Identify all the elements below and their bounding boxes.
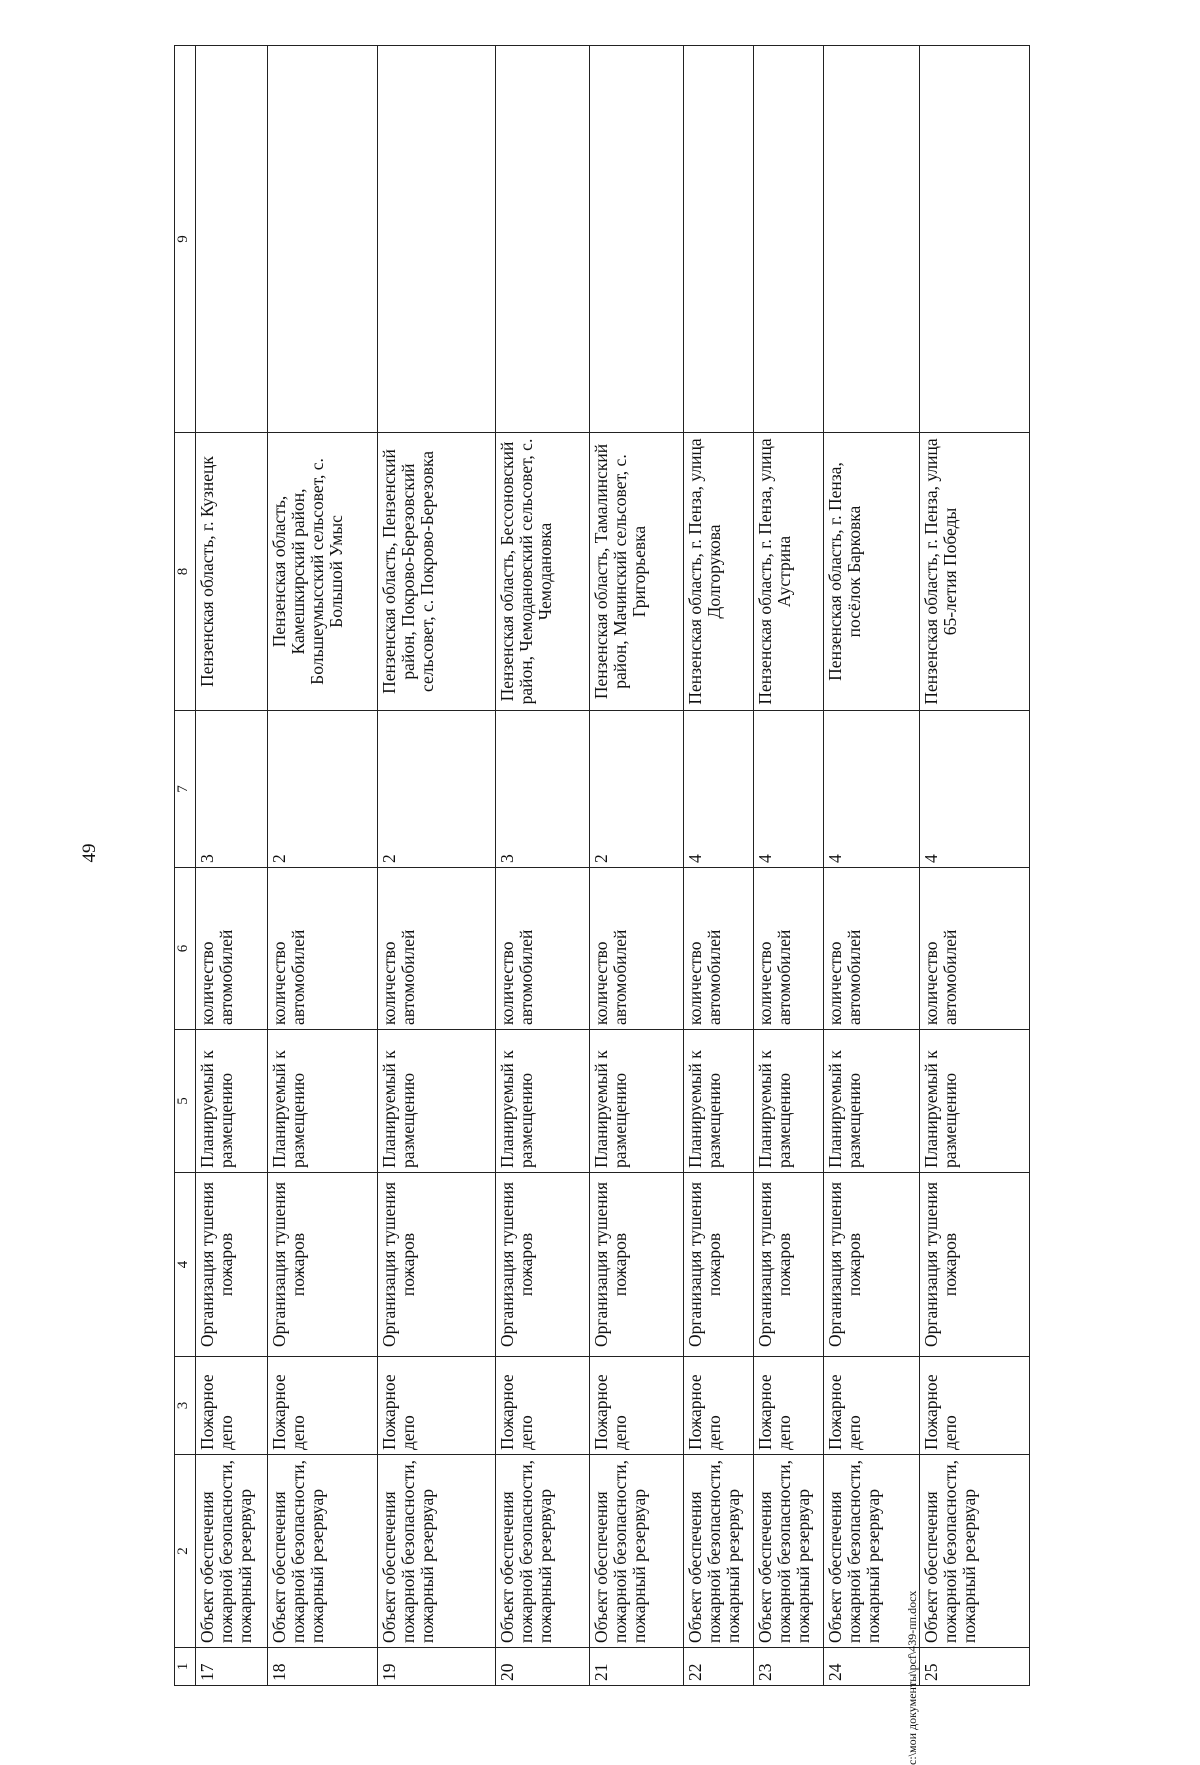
table-cell-col-9 (754, 46, 824, 433)
table-cell-col-3: Пожарное депо (824, 1357, 920, 1455)
table-cell-col-3: Пожарное депо (378, 1357, 496, 1455)
table-row (920, 46, 1030, 1686)
table-cell-col-9 (378, 46, 496, 433)
table-cell-col-3: Пожарное депо (920, 1357, 1030, 1455)
table-cell-col-8: Пензенская область, г. Пенза, улица Долгорукова (684, 433, 754, 711)
column-number-4: 4 (175, 1173, 196, 1357)
table-cell-col-5: Планируемый к размещению (824, 1030, 920, 1173)
table-cell-col-4: Организация тушения пожаров (378, 1173, 496, 1357)
table-cell-col-7: 2 (378, 711, 496, 868)
table-cell-col-8: Пензенская область, Пензенский район, Покрово-Березовский сельсовет, с. Покрово-Березовка (378, 433, 496, 711)
table-cell-col-4: Организация тушения пожаров (824, 1173, 920, 1357)
table-cell-col-8: Пензенская область, Камешкирский район, Большеумысский сельсовет, с. Большой Умыс (268, 433, 378, 711)
table-cell-col-4: Организация тушения пожаров (754, 1173, 824, 1357)
table-cell-col-4: Организация тушения пожаров (684, 1173, 754, 1357)
row-number-cell: 18 (268, 1648, 378, 1686)
table-cell-col-7: 3 (496, 711, 590, 868)
table-cell-col-2: Объект обеспечения пожарной безопасности, пожарный резервуар (196, 1455, 268, 1648)
table-cell-col-5: Планируемый к размещению (378, 1030, 496, 1173)
table-cell-col-5: Планируемый к размещению (754, 1030, 824, 1173)
table-cell-col-3: Пожарное депо (754, 1357, 824, 1455)
column-number-5: 5 (175, 1030, 196, 1173)
row-number-cell: 21 (590, 1648, 684, 1686)
table-cell-col-4: Организация тушения пожаров (496, 1173, 590, 1357)
page-number: 49 (79, 843, 100, 863)
table-cell-col-8: Пензенская область, г. Пенза, улица 65-летия Победы (920, 433, 1030, 711)
table-cell-col-6: количество автомобилей (196, 868, 268, 1030)
table-cell-col-8: Пензенская область, Бессоновский район, Чемодановский сельсовет, с. Чемодановка (496, 433, 590, 711)
table-cell-col-9 (684, 46, 754, 433)
table-cell-col-6: количество автомобилей (684, 868, 754, 1030)
table-cell-col-3: Пожарное депо (496, 1357, 590, 1455)
table-cell-col-7: 4 (754, 711, 824, 868)
table-cell-col-6: количество автомобилей (754, 868, 824, 1030)
table-cell-col-6: количество автомобилей (920, 868, 1030, 1030)
table-cell-col-7: 2 (268, 711, 378, 868)
table-cell-col-3: Пожарное депо (590, 1357, 684, 1455)
table-cell-col-5: Планируемый к размещению (920, 1030, 1030, 1173)
row-number-cell: 23 (754, 1648, 824, 1686)
table-cell-col-7: 4 (920, 711, 1030, 868)
table-cell-col-6: количество автомобилей (590, 868, 684, 1030)
table-cell-col-4: Организация тушения пожаров (590, 1173, 684, 1357)
table-cell-col-8: Пензенская область, г. Пенза, посёлок Барковка (824, 433, 920, 711)
column-number-2: 2 (175, 1455, 196, 1648)
table-cell-col-4: Организация тушения пожаров (196, 1173, 268, 1357)
table-cell-col-5: Планируемый к размещению (590, 1030, 684, 1173)
row-number-cell: 20 (496, 1648, 590, 1686)
table-row (196, 46, 268, 1686)
table-cell-col-7: 4 (824, 711, 920, 868)
table-cell-col-6: количество автомобилей (824, 868, 920, 1030)
row-number-cell: 25 (920, 1648, 1030, 1686)
table-cell-col-3: Пожарное депо (684, 1357, 754, 1455)
table-cell-col-2: Объект обеспечения пожарной безопасности, пожарный резервуар (824, 1455, 920, 1648)
table-cell-col-9 (496, 46, 590, 433)
table-cell-col-2: Объект обеспечения пожарной безопасности, пожарный резервуар (590, 1455, 684, 1648)
table-cell-col-6: количество автомобилей (268, 868, 378, 1030)
table-cell-col-3: Пожарное депо (196, 1357, 268, 1455)
table-cell-col-9 (196, 46, 268, 433)
table-cell-col-6: количество автомобилей (496, 868, 590, 1030)
column-number-6: 6 (175, 868, 196, 1030)
table-cell-col-5: Планируемый к размещению (196, 1030, 268, 1173)
table-cell-col-2: Объект обеспечения пожарной безопасности, пожарный резервуар (268, 1455, 378, 1648)
table-cell-col-8: Пензенская область, г. Кузнецк (196, 433, 268, 711)
table-row (378, 46, 496, 1686)
column-number-9: 9 (175, 46, 196, 433)
table-cell-col-9 (824, 46, 920, 433)
table-cell-col-9 (590, 46, 684, 433)
column-number-8: 8 (175, 433, 196, 711)
row-number-cell: 22 (684, 1648, 754, 1686)
table-cell-col-8: Пензенская область, г. Пенза, улица Аустрина (754, 433, 824, 711)
table-cell-col-5: Планируемый к размещению (268, 1030, 378, 1173)
column-number-7: 7 (175, 711, 196, 868)
table-cell-col-5: Планируемый к размещению (496, 1030, 590, 1173)
table-cell-col-4: Организация тушения пожаров (920, 1173, 1030, 1357)
table-cell-col-4: Организация тушения пожаров (268, 1173, 378, 1357)
table-cell-col-7: 4 (684, 711, 754, 868)
rotated-table-wrapper (174, 46, 1024, 1686)
table-header-row (175, 46, 196, 1686)
table-row (496, 46, 590, 1686)
table-cell-col-2: Объект обеспечения пожарной безопасности, пожарный резервуар (754, 1455, 824, 1648)
row-number-cell: 19 (378, 1648, 496, 1686)
footer-file-path: c:\мои документы\pcf\439-пп.docx (905, 1590, 919, 1765)
row-number-cell: 17 (196, 1648, 268, 1686)
row-number-cell: 24 (824, 1648, 920, 1686)
table-cell-col-2: Объект обеспечения пожарной безопасности, пожарный резервуар (920, 1455, 1030, 1648)
table-cell-col-2: Объект обеспечения пожарной безопасности, пожарный резервуар (684, 1455, 754, 1648)
table-cell-col-2: Объект обеспечения пожарной безопасности, пожарный резервуар (496, 1455, 590, 1648)
table-row (590, 46, 684, 1686)
column-number-1: 1 (175, 1648, 196, 1686)
table-row (684, 46, 754, 1686)
table-cell-col-7: 2 (590, 711, 684, 868)
table-cell-col-5: Планируемый к размещению (684, 1030, 754, 1173)
table-cell-col-2: Объект обеспечения пожарной безопасности, пожарный резервуар (378, 1455, 496, 1648)
column-number-3: 3 (175, 1357, 196, 1455)
table-row (268, 46, 378, 1686)
table-cell-col-9 (268, 46, 378, 433)
table-cell-col-6: количество автомобилей (378, 868, 496, 1030)
table-cell-col-8: Пензенская область, Тамалинский район, Мачинский сельсовет, с. Григорьевка (590, 433, 684, 711)
table-row (754, 46, 824, 1686)
table-cell-col-7: 3 (196, 711, 268, 868)
table-cell-col-3: Пожарное депо (268, 1357, 378, 1455)
table-cell-col-9 (920, 46, 1030, 433)
